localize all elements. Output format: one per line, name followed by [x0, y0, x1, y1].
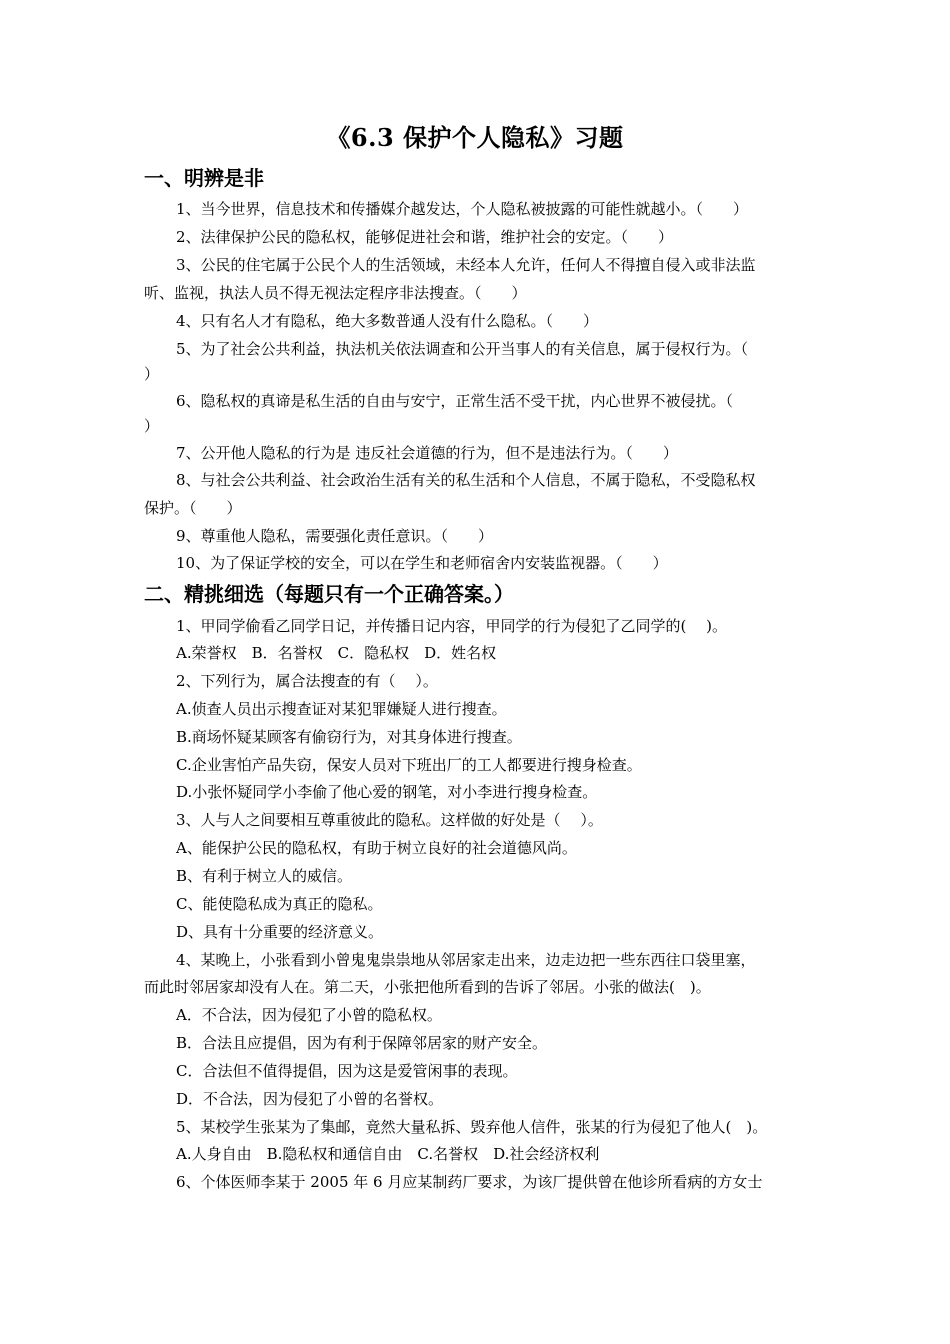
- text-line: A、能保护公民的隐私权，有助于树立良好的社会道德风尚。: [176, 839, 577, 857]
- text-line: 7、公开他人隐私的行为是 违反社会道德的行为，但不是违法行为。（ ）: [176, 444, 678, 462]
- text-line: 听、监视，执法人员不得无视法定程序非法搜查。（ ）: [144, 284, 527, 302]
- text-line: D、具有十分重要的经济意义。: [176, 923, 384, 941]
- text-line: ）: [144, 417, 160, 435]
- text-line: 保护。（ ）: [144, 499, 242, 517]
- text-line: C、能使隐私成为真正的隐私。: [176, 895, 383, 913]
- text-line: 10、为了保证学校的安全，可以在学生和老师宿舍内安装监视器。（ ）: [176, 554, 668, 572]
- text-line: B．合法且应提倡，因为有利于保障邻居家的财产安全。: [176, 1034, 548, 1052]
- text-line: 6、隐私权的真谛是私生活的自由与安宁，正常生活不受干扰，内心世界不被侵扰。（: [176, 392, 734, 410]
- section-heading-true-false: 一、明辨是非: [144, 166, 264, 190]
- text-line: 2、法律保护公民的隐私权，能够促进社会和谐，维护社会的安定。（ ）: [176, 228, 674, 246]
- text-line: C．合法但不值得提倡，因为这是爱管闲事的表现。: [176, 1062, 518, 1080]
- text-line: D.小张怀疑同学小李偷了他心爱的钢笔，对小李进行搜身检查。: [176, 783, 598, 801]
- text-line: 4、只有名人才有隐私，绝大多数普通人没有什么隐私。（ ）: [176, 312, 599, 330]
- text-line: 5、为了社会公共利益，执法机关依法调查和公开当事人的有关信息，属于侵权行为。（: [176, 340, 749, 358]
- text-line: B.商场怀疑某顾客有偷窃行为，对其身体进行搜查。: [176, 728, 522, 746]
- text-line: 9、尊重他人隐私，需要强化责任意识。（ ）: [176, 527, 494, 545]
- text-line: 2、下列行为，属合法搜查的有（ ）。: [176, 672, 438, 690]
- text-line: 3、公民的住宅属于公民个人的生活领域，未经本人允许，任何人不得擅自侵入或非法监: [176, 256, 756, 274]
- text-line: 1、甲同学偷看乙同学日记，并传播日记内容，甲同学的行为侵犯了乙同学的( )。: [176, 617, 728, 635]
- text-line: A.侦查人员出示搜查证对某犯罪嫌疑人进行搜查。: [176, 700, 507, 718]
- text-line: C.企业害怕产品失窃，保安人员对下班出厂的工人都要进行搜身检查。: [176, 756, 642, 774]
- text-line: 6、个体医师李某于 2005 年 6 月应某制药厂要求，为该厂提供曾在他诊所看病的方女士: [176, 1173, 763, 1191]
- text-line: 3、人与人之间要相互尊重彼此的隐私。这样做的好处是（ ）。: [176, 811, 603, 829]
- text-line: B、有利于树立人的威信。: [176, 867, 353, 885]
- text-line: 而此时邻居家却没有人在。第二天，小张把他所看到的告诉了邻居。小张的做法( )。: [144, 978, 711, 996]
- text-line: 1、当今世界，信息技术和传播媒介越发达，个人隐私被披露的可能性就越小。（ ）: [176, 200, 749, 218]
- page-title: 《6.3 保护个人隐私》习题: [326, 123, 624, 152]
- text-line: A.人身自由 B.隐私权和通信自由 C.名誉权 D.社会经济权利: [176, 1145, 600, 1163]
- text-line: 4、某晚上，小张看到小曾鬼鬼祟祟地从邻居家走出来，边走边把一些东西往口袋里塞，: [176, 951, 756, 969]
- text-line: A．不合法，因为侵犯了小曾的隐私权。: [176, 1006, 442, 1024]
- text-line: 8、与社会公共利益、社会政治生活有关的私生活和个人信息，不属于隐私，不受隐私权: [176, 471, 756, 489]
- text-line: A.荣誉权 B．名誉权 C．隐私权 D．姓名权: [176, 644, 497, 662]
- text-line: ）: [144, 365, 160, 383]
- section-heading-multiple-choice: 二、精挑细选（每题只有一个正确答案。）: [144, 582, 514, 606]
- text-line: 5、某校学生张某为了集邮，竟然大量私拆、毁弃他人信件，张某的行为侵犯了他人( )。: [176, 1118, 768, 1136]
- text-line: D．不合法，因为侵犯了小曾的名誉权。: [176, 1090, 444, 1108]
